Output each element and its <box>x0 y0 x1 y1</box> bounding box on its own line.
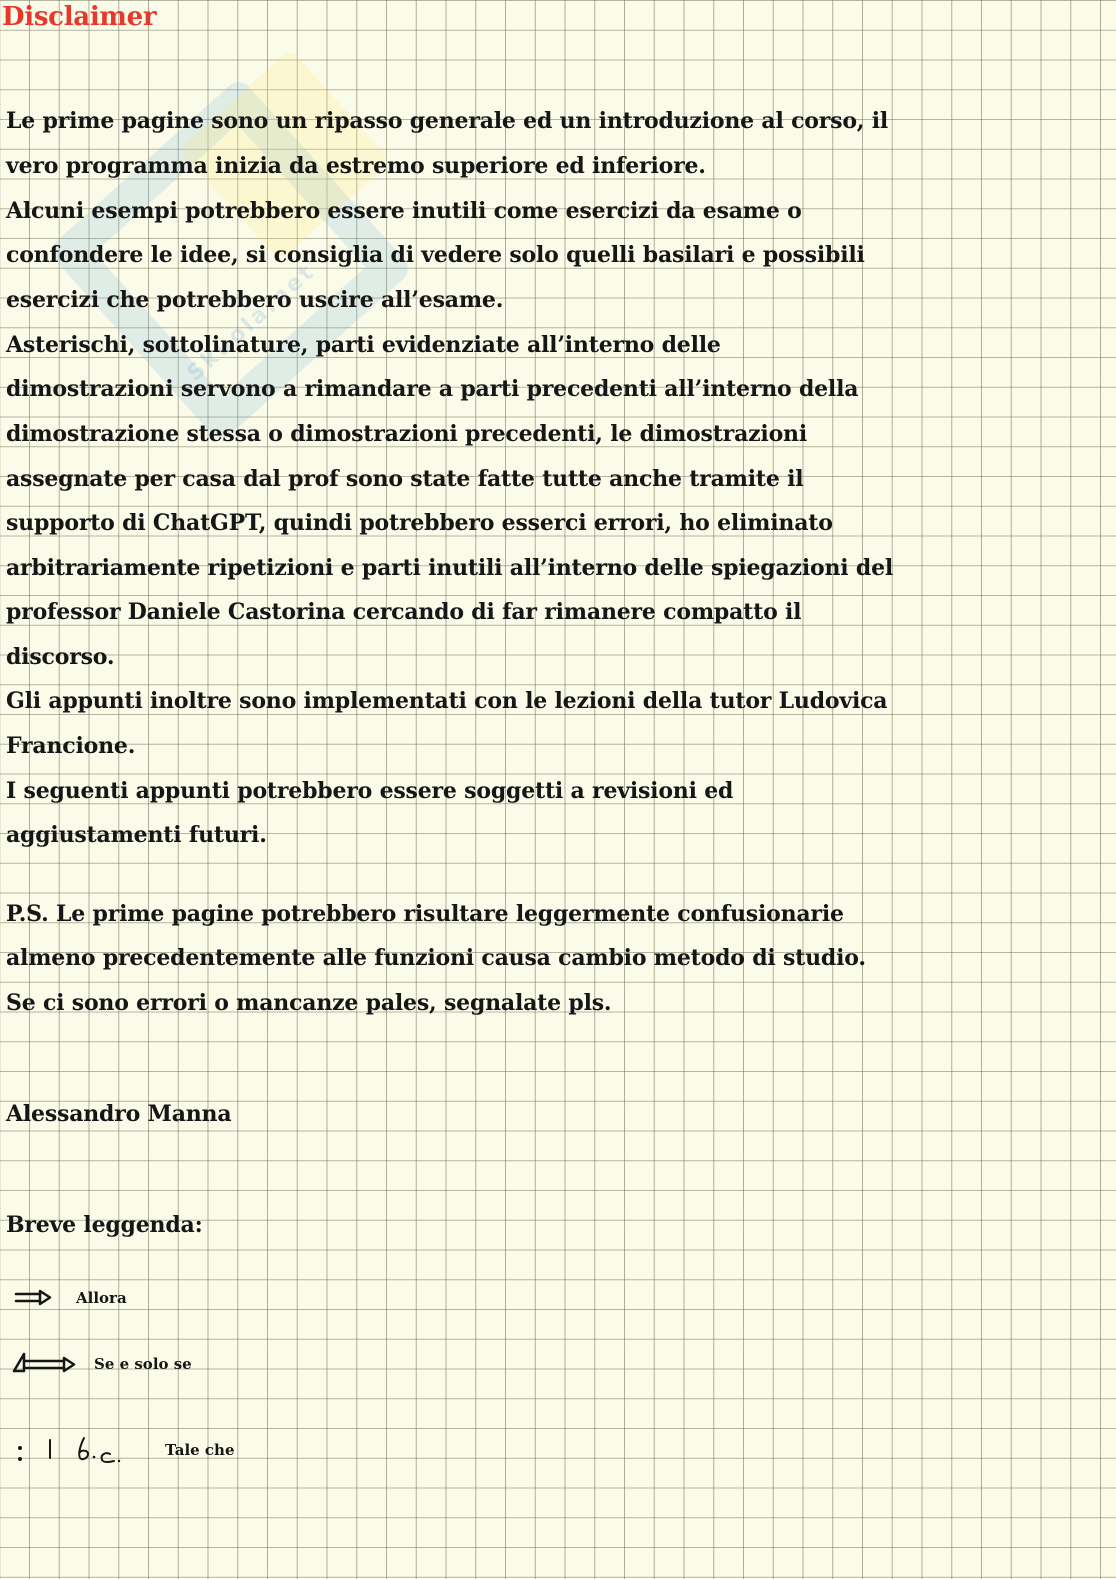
legend-label: Allora <box>76 1289 127 1307</box>
such-that-icon <box>10 1432 165 1468</box>
text-line: Alcuni esempi potrebbero essere inutili come esercizi da esame o <box>6 198 802 224</box>
text-line: professor Daniele Castorina cercando di far rimanere compatto il <box>6 599 802 625</box>
legend-heading: Breve leggenda: <box>6 1212 203 1238</box>
text-line: discorso. <box>6 644 115 670</box>
text-line: dimostrazione stessa o dimostrazioni precedenti, le dimostrazioni <box>6 421 808 447</box>
text-line: P.S. Le prime pagine potrebbero risultare leggermente confusionarie <box>6 901 844 927</box>
text-line: esercizi che potrebbero uscire all’esame. <box>6 287 504 313</box>
iff-arrow-icon <box>10 1352 94 1376</box>
watermark-text: Skuola.net <box>182 258 321 387</box>
text-line: almeno precedentemente alle funzioni causa cambio metodo di studio. <box>6 945 866 971</box>
page-title: Disclaimer <box>2 2 157 32</box>
legend-item-se-e-solo-se <box>10 1352 192 1376</box>
text-line: assegnate per casa dal prof sono state fatte tutte anche tramite il <box>6 466 804 492</box>
text-line: vero programma inizia da estremo superiore ed inferiore. <box>6 153 706 179</box>
author-signature: Alessandro Manna <box>6 1101 232 1127</box>
legend-item-tale-che <box>10 1432 235 1468</box>
legend-label: Tale che <box>165 1441 235 1459</box>
text-line: arbitrariamente ripetizioni e parti inutili all’interno delle spiegazioni del <box>6 555 894 581</box>
text-line: aggiustamenti futuri. <box>6 822 267 848</box>
text-line: Asterischi, sottolinature, parti evidenziate all’interno delle <box>6 332 721 358</box>
text-line: I seguenti appunti potrebbero essere soggetti a revisioni ed <box>6 778 734 804</box>
text-line: Se ci sono errori o mancanze pales, segnalate pls. <box>6 990 612 1016</box>
text-line: Le prime pagine sono un ripasso generale ed un introduzione al corso, il <box>6 108 889 134</box>
text-line: confondere le idee, si consiglia di vedere solo quelli basilari e possibili <box>6 242 865 268</box>
legend-label: Se e solo se <box>94 1355 192 1373</box>
text-line: supporto di ChatGPT, quindi potrebbero esserci errori, ho eliminato <box>6 510 833 536</box>
legend-item-allora <box>10 1288 127 1308</box>
text-line: Gli appunti inoltre sono implementati con le lezioni della tutor Ludovica <box>6 688 888 714</box>
implies-arrow-icon <box>10 1288 76 1308</box>
text-line: dimostrazioni servono a rimandare a parti precedenti all’interno della <box>6 376 859 402</box>
text-line: Francione. <box>6 733 136 759</box>
